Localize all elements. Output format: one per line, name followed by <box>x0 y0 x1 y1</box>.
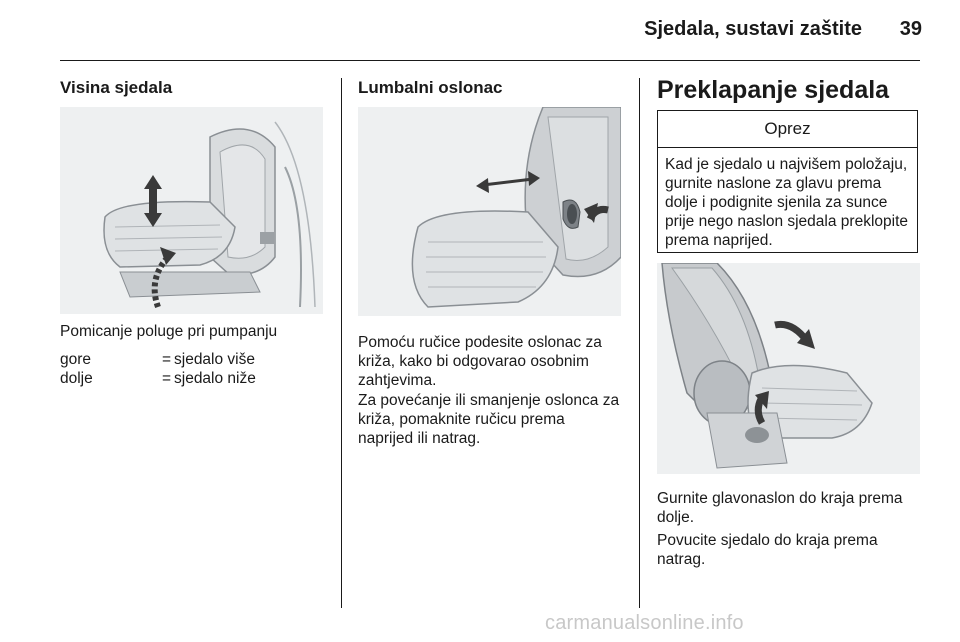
caution-body: Kad je sjedalo u najvišem položaju, gurnite naslone za glavu prema dolje i podignite sjenila za sunce prije nego naslon sjedala preklopite prema naprijed. <box>665 156 908 249</box>
lumbar-support-figure <box>358 107 621 316</box>
row-value: sjedalo više <box>174 351 255 368</box>
column-divider <box>341 78 342 608</box>
seat-height-caption: Pomicanje poluge pri pumpanju <box>60 323 278 340</box>
row-key: gore <box>60 351 92 368</box>
section-heading-lumbar-support: Lumbalni oslonac <box>358 78 503 97</box>
folding-paragraph-2: Povucite sjedalo do kraja prema natrag. <box>657 532 878 568</box>
table-row <box>60 350 323 369</box>
table-row <box>60 369 323 388</box>
caution-box <box>657 110 918 253</box>
lumbar-support-knob-icon <box>358 107 621 316</box>
lumbar-paragraph-2: Za povećanje ili smanjenje oslonca za križa, pomaknite ručicu prema naprijed ili natrag. <box>358 392 620 447</box>
seat-height-lever-icon <box>60 107 323 314</box>
lumbar-paragraph-1: Pomoću ručice podesite oslonac za križa, kako bi odgovarao osobnim zahtjevima. <box>358 334 602 389</box>
seat-folding-figure <box>657 263 920 474</box>
seat-height-table <box>60 350 323 388</box>
watermark: carmanualsonline.info <box>545 612 744 634</box>
row-separator: = <box>162 351 172 368</box>
caution-title: Oprez <box>658 111 917 148</box>
section-heading-seat-folding: Preklapanje sjedala <box>657 76 890 104</box>
seat-height-figure <box>60 107 323 314</box>
column-divider <box>639 78 640 608</box>
folding-paragraph-1: Gurnite glavonaslon do kraja prema dolje. <box>657 490 903 526</box>
row-key: dolje <box>60 370 93 387</box>
row-separator: = <box>162 370 172 387</box>
row-value: sjedalo niže <box>174 370 256 387</box>
seat-folding-icon <box>657 263 920 474</box>
page-number: 39 <box>899 18 922 40</box>
header-rule <box>60 60 920 61</box>
section-heading-seat-height: Visina sjedala <box>60 78 173 97</box>
page-header-title: Sjedala, sustavi zaštite <box>644 18 862 40</box>
